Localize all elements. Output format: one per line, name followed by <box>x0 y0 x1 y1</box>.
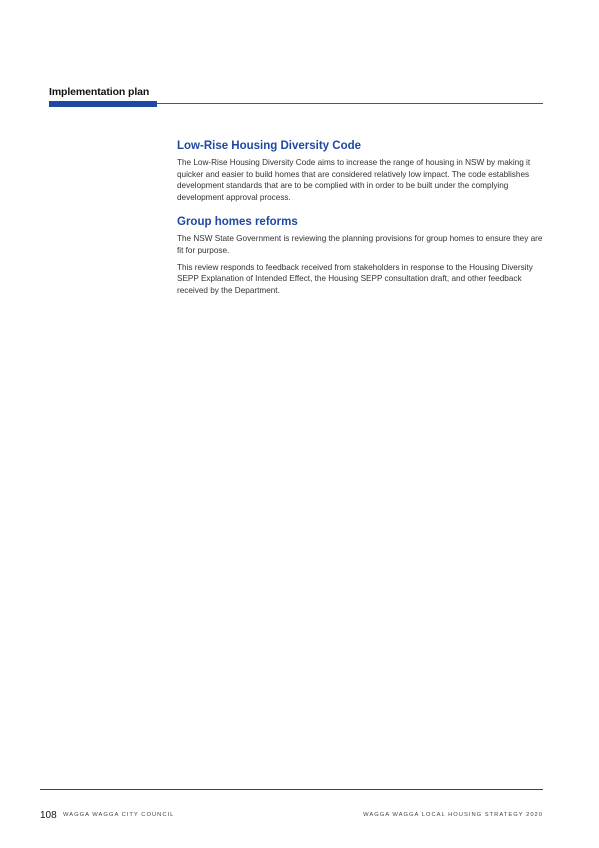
section-group-homes <box>177 215 544 296</box>
page-number: 108 <box>40 810 57 821</box>
section-low-rise-code <box>177 139 544 203</box>
footer-organisation: WAGGA WAGGA CITY COUNCIL <box>63 812 175 818</box>
paragraph: The Low-Rise Housing Diversity Code aims to increase the range of housing in NSW by making it quicker and easier to build homes that are considered relatively low impact. The code establishes development standards that are to be complied with in order to be built under the complying development approval process. <box>177 158 531 202</box>
header-accent-bar <box>49 101 157 107</box>
footer-document-title: WAGGA WAGGA LOCAL HOUSING STRATEGY 2020 <box>363 812 543 818</box>
paragraph: The NSW State Government is reviewing the planning provisions for group homes to ensure they are fit for purpose. <box>177 234 543 255</box>
section-title: Implementation plan <box>49 86 150 98</box>
section-heading: Group homes reforms <box>177 216 298 229</box>
main-content <box>177 139 544 308</box>
section-heading: Low-Rise Housing Diversity Code <box>177 140 362 152</box>
paragraph: This review responds to feedback received from stakeholders in response to the Housing Diversity SEPP Explanation of Intended Effect, the Housing SEPP consultation draft, and other feedback received by the Department. <box>177 262 533 295</box>
footer-divider <box>40 789 543 790</box>
